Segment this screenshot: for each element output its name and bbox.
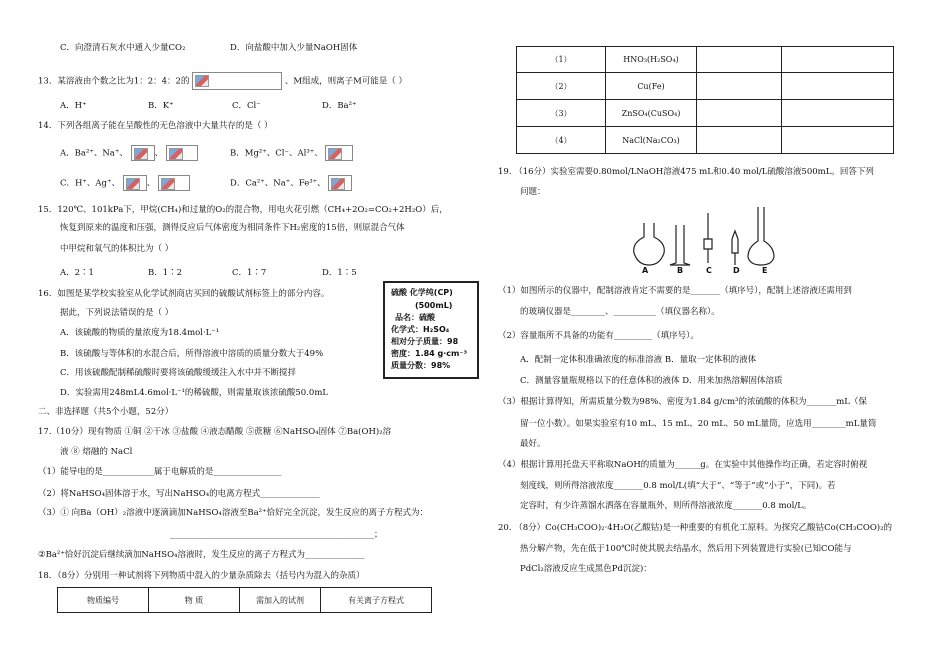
q13-stem xyxy=(38,72,407,90)
q17-part-2: （2）将NaHSO₄固体溶于水，写出NaHSO₄的电离方程式______________ xyxy=(38,489,320,499)
q14-option-d xyxy=(230,175,352,191)
ion-image xyxy=(123,175,147,191)
table-cell xyxy=(697,127,782,154)
q19-part-2: （2）容量瓶所不具备的功能有_________（填序号）。 xyxy=(498,331,699,341)
q19-part-3b: 留一位小数）。如果实验室有10 mL、15 mL、20 mL、50 mL量筒，应选用________mL量筒 xyxy=(520,419,877,429)
q16-option-d: D．实验需用248mL4.6mol·L⁻¹的稀硫酸，则需量取该浓硫酸50.0mL xyxy=(60,388,329,398)
q13-text-b: 、M组成，则离子M可能是（ ） xyxy=(284,76,407,87)
q13-text: 13．某溶液由个数之比为1：2：4：2的 xyxy=(38,76,190,87)
col-header: 有关离子方程式 xyxy=(321,588,432,613)
q15-stem: 15．120℃、101kPa下，甲烷(CH₄)和过量的O₂的混合物，用电火花引燃（CH₄+2O₂=CO₂+2H₂O）后， xyxy=(38,205,448,215)
label-mass: 相对分子质量：98 xyxy=(391,337,459,346)
table-cell: （1） xyxy=(517,47,606,73)
label-density: 密度：1.84 g·cm⁻³ xyxy=(391,349,468,358)
q19-part-2b: C．测量容量瓶规格以下的任意体积的液体 D．用来加热溶解固体溶质 xyxy=(520,376,783,386)
table-cell xyxy=(697,100,782,127)
q15-option-b: B．1∶2 xyxy=(148,268,183,278)
label-name: 品名：硫酸 xyxy=(395,313,435,322)
q16-option-a: A．该硫酸的物质的量浓度为18.4mol·L⁻¹ xyxy=(60,328,220,338)
table-row xyxy=(517,73,894,100)
q19-stem: 19. （16分）实验室需要0.80mol/LNaOH溶液475 mL和0.40 mol/L硫酸溶液500mL。回答下列 xyxy=(498,167,874,177)
ion-image xyxy=(166,145,198,161)
q17-stem-2: 液 ⑧ 熔融的 NaCl xyxy=(60,447,133,457)
q19-part-1: （1）如图所示的仪器中，配制溶液肯定不需要的是_______（填序号），配制上述溶液还需用到 xyxy=(498,286,852,296)
table-cell xyxy=(697,47,782,73)
q14-option-b xyxy=(230,145,353,161)
sulfuric-acid-label xyxy=(383,281,479,379)
q19-part-3: （3）根据计算得知，所需质量分数为98%、密度为1.84 g/cm³的浓硫酸的体积为_______mL（保 xyxy=(498,397,867,407)
q14-b-text: B．Mg²⁺、Cl⁻、Al³⁺、 xyxy=(230,148,323,159)
table-cell: （4） xyxy=(517,127,606,154)
q15-option-c: C．1∶7 xyxy=(232,268,267,278)
ion-image xyxy=(192,72,282,90)
round-flask-shape xyxy=(634,223,665,265)
q19-part-1b: 的玻璃仪器是________、__________（填仪器名称）。 xyxy=(520,307,720,317)
q17-part-3: （3）① 向Ba（OH）₂溶液中逐滴滴加NaHSO₄溶液至Ba²⁺恰好完全沉淀，发生反应的离子方程式为： xyxy=(38,508,429,518)
table-cell: （2） xyxy=(517,73,606,100)
apparatus-figure xyxy=(630,205,790,275)
q18-stem: 18．（8分）分别用一种试剂将下列物质中混入的少量杂质除去（括号内为混入的杂质） xyxy=(38,571,365,581)
q12-option-d: D．向盐酸中加入少量NaOH固体 xyxy=(230,43,358,53)
table-cell: Cu(Fe) xyxy=(606,73,697,100)
table-cell xyxy=(782,127,894,154)
q14-option-c: C．H⁺、Ag⁺、 、 xyxy=(60,175,190,191)
q20-stem: 20. （8分）Co(CH₃COO)₂·4H₂O(乙酸钴)是一种重要的有机化工原料。为探究乙酸钴Co(CH₃COO)₂的 xyxy=(498,523,893,533)
q14-c-text: C．H⁺、Ag⁺、 xyxy=(60,178,120,189)
q17-stem: 17.（10分）现有物质 ①铜 ②干冰 ③盐酸 ④液态醋酸 ⑤蔗糖 ⑥NaHSO₄固体 ⑦Ba(OH)₂溶 xyxy=(38,427,392,437)
q16-option-b: B．该硫酸与等体积的水混合后，所得溶液中溶质的质量分数大于49% xyxy=(60,349,324,359)
label-volume: (500mL) xyxy=(415,301,453,310)
apparatus-label-c: C xyxy=(706,266,712,275)
q19-part-4b: 刻度线，则所得溶液浓度_______0.8 mol/L(填“大于”、“等于”或“小于”，下同)。若 xyxy=(520,481,836,491)
q19-part-2a: A．配制一定体积准确浓度的标准溶液 B．量取一定体积的液体 xyxy=(520,355,757,365)
table-cell: HNO₃(H₂SO₄) xyxy=(606,47,697,73)
table-cell: （3） xyxy=(517,100,606,127)
col-header: 物 质 xyxy=(149,588,240,613)
q18-table-body xyxy=(516,46,894,154)
q19-part-4: （4）根据计算用托盘天平称取NaOH的质量为______g。在实验中其他操作均正确，若定容时俯视 xyxy=(498,460,868,470)
q14-d-text: D．Ca²⁺、Na⁺、Fe³⁺、 xyxy=(230,178,326,189)
q20-stem-3: PdCl₂溶液反应生成黑色Pd沉淀)： xyxy=(520,564,652,574)
section-2-heading: 二、非选择题（共5个小题，52分） xyxy=(38,407,174,417)
q14-option-a: A．Ba²⁺、Na⁺、 、 xyxy=(60,145,198,161)
apparatus-label-d: D xyxy=(733,266,740,275)
apparatus-label-a: A xyxy=(642,266,649,275)
q13-option-d: D．Ba²⁺ xyxy=(322,101,357,111)
q13-option-b: B．K⁺ xyxy=(148,101,174,111)
q14-stem: 14．下列各组离子能在呈酸性的无色溶液中大量共存的是（ ） xyxy=(38,121,273,131)
ion-image xyxy=(158,175,190,191)
col-header: 物质编号 xyxy=(58,588,149,613)
table-row xyxy=(517,47,894,73)
q18-table-header xyxy=(57,587,432,613)
label-formula: 化学式：H₂SO₄ xyxy=(391,325,450,334)
q15-stem-2: 恢复到原来的温度和压强，测得反应后气体密度为相同条件下H₂密度的15倍，则原混合气体 xyxy=(60,223,405,233)
table-row xyxy=(517,127,894,154)
q14-a-text: A．Ba²⁺、Na⁺、 xyxy=(60,148,128,159)
table-cell xyxy=(782,100,894,127)
q12-option-c: C．向澄清石灰水中通入少量CO₂ xyxy=(60,43,186,53)
graduated-cylinder-shape xyxy=(670,225,690,265)
ion-image xyxy=(325,145,353,161)
burette-shape xyxy=(704,213,712,263)
table-row xyxy=(517,100,894,127)
label-title: 硫酸 化学纯(CP) xyxy=(391,288,453,297)
q16-option-c: C．用该硫酸配制稀硫酸时要将该硫酸缓缓注入水中并不断搅拌 xyxy=(60,368,297,378)
q15-option-a: A．2∶1 xyxy=(60,268,94,278)
q13-option-a: A．H⁺ xyxy=(60,101,87,111)
ion-image xyxy=(131,145,155,161)
q20-stem-2: 热分解产物，先在低于100℃时使其脱去结晶水，然后用下列装置进行实验(已知CO能与 xyxy=(520,544,852,554)
col-header: 需加入的试剂 xyxy=(240,588,321,613)
table-cell: ZnSO₄(CuSO₄) xyxy=(606,100,697,127)
table-cell: NaCl(Na₂CO₃) xyxy=(606,127,697,154)
volumetric-flask-shape xyxy=(748,207,774,265)
apparatus-label-b: B xyxy=(677,266,684,275)
table-cell xyxy=(782,47,894,73)
q19-stem-2: 问题： xyxy=(520,187,546,197)
label-fraction: 质量分数：98% xyxy=(391,361,451,370)
q13-option-c: C．Cl⁻ xyxy=(232,101,261,111)
q17-part-1: （1）能导电的是____________属于电解质的是________________ xyxy=(38,467,282,477)
ion-image xyxy=(328,175,352,191)
q15-stem-3: 中甲烷和氧气的体积比为（ ） xyxy=(60,244,174,254)
q16-stem: 16．如图是某学校实验室从化学试剂商店买回的硫酸试剂标签上的部分内容。 xyxy=(38,289,330,299)
dropper-shape xyxy=(732,231,738,265)
q15-option-d: D．1∶5 xyxy=(322,268,357,278)
q17-part-3-blank: ________________________________________________； xyxy=(170,530,383,540)
table-cell xyxy=(782,73,894,100)
q19-part-4c: 定容时，有少许蒸馏水洒落在容量瓶外，则所得溶液浓度_______0.8 mol/L。 xyxy=(520,501,812,511)
apparatus-label-e: E xyxy=(762,266,768,275)
q16-stem-2: 据此，下列说法错误的是（ ） xyxy=(60,308,174,318)
q17-part-3-2: ②Ba²⁺恰好沉淀后继续滴加NaHSO₄溶液时，发生反应的离子方程式为______________ xyxy=(38,550,365,560)
q19-part-3c: 最好。 xyxy=(520,439,546,449)
table-cell xyxy=(697,73,782,100)
